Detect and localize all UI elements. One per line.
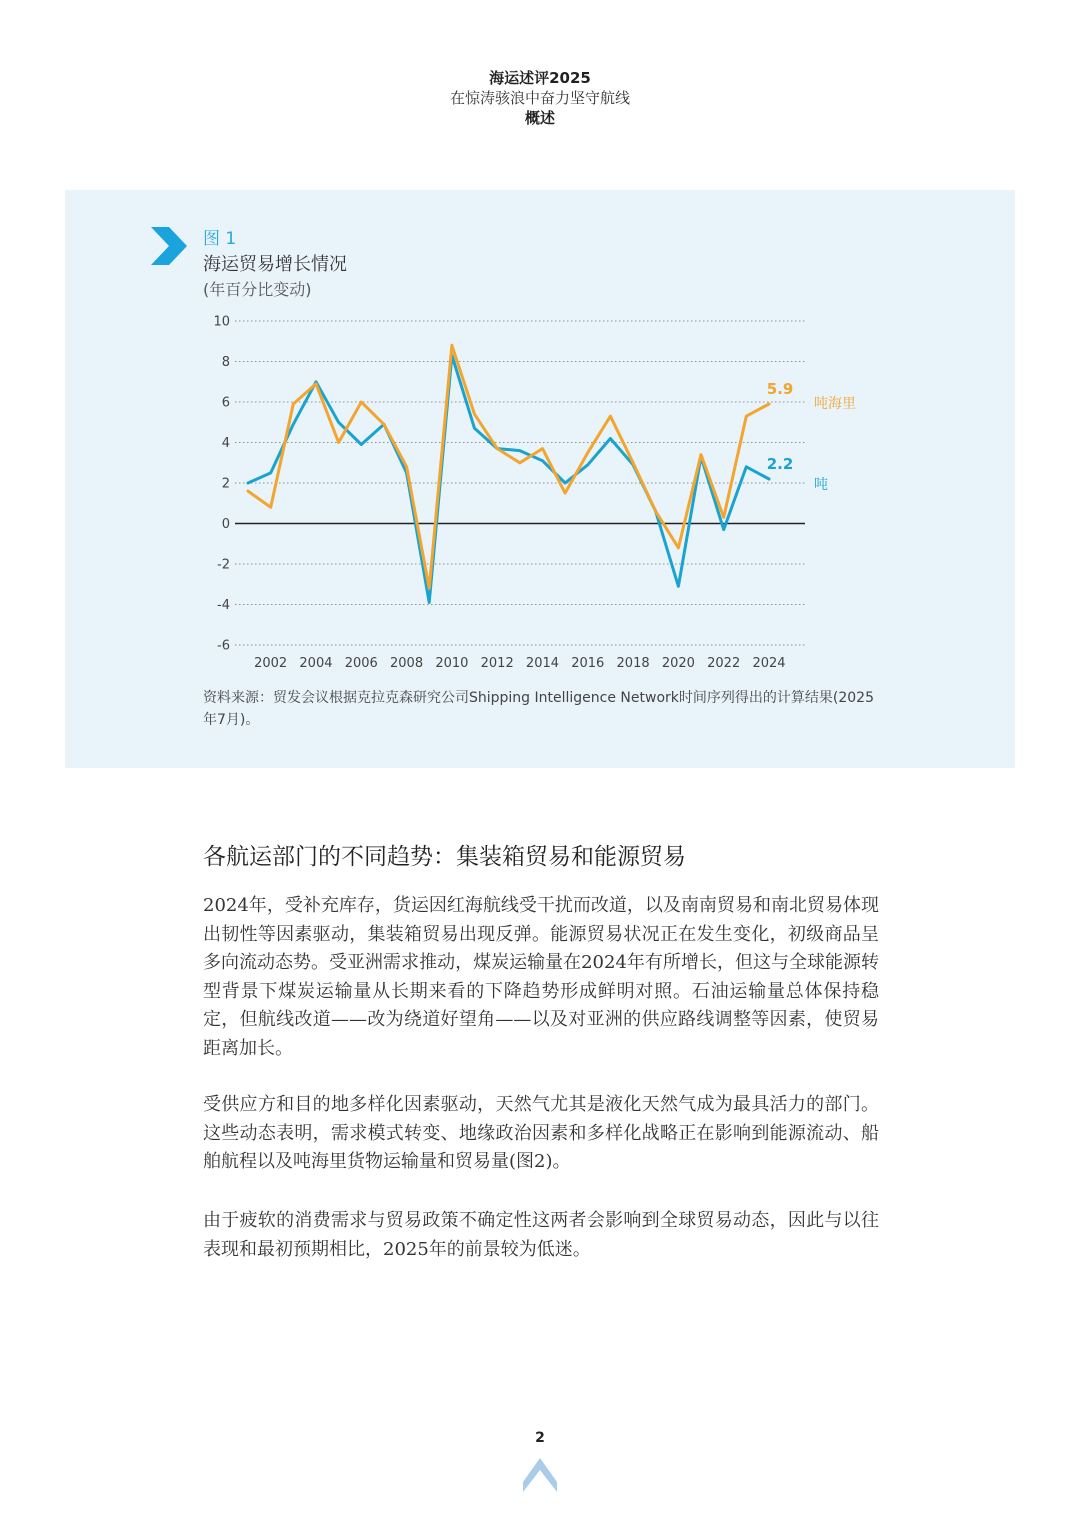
x-tick-label: 2010: [435, 656, 469, 671]
y-tick-label: 6: [221, 395, 230, 411]
figure-subtitle: (年百分比变动): [203, 280, 312, 299]
line-chart: [65, 190, 1015, 690]
y-tick-label: 10: [213, 314, 230, 330]
x-tick-label: 2016: [571, 656, 605, 671]
x-tick-label: 2004: [299, 656, 333, 671]
page-header: [0, 68, 1080, 128]
figure-label: 图 1: [203, 229, 237, 249]
x-tick-label: 2012: [480, 656, 514, 671]
x-tick-label: 2002: [254, 656, 288, 671]
section-title: 各航运部门的不同趋势：集装箱贸易和能源贸易: [203, 844, 686, 870]
section-name: 概述: [524, 109, 555, 127]
paragraph-2: 受供应方和目的地多样化因素驱动，天然气尤其是液化天然气成为最具活力的部门。这些动态表明，需求模式转变、地缘政治因素和多样化战略正在影响到能源流动、船舶航程以及吨海里货物运输量和贸易量(图2)。: [203, 1094, 879, 1172]
figure-source: 资料来源：贸发会议根据克拉克森研究公司Shipping Intelligence Network时间序列得出的计算结果(2025年7月)。: [203, 690, 874, 728]
report-title: 海运述评2025: [489, 69, 591, 87]
end-value-label: 5.9: [766, 380, 794, 399]
x-tick-label: 2022: [707, 656, 741, 671]
y-tick-label: -4: [217, 598, 230, 613]
series-name-label: 吨: [814, 477, 828, 493]
x-tick-label: 2018: [616, 656, 650, 671]
series-name-label: 吨海里: [814, 396, 856, 412]
paragraph-1: 2024年，受补充库存，货运因红海航线受干扰而改道，以及南南贸易和南北贸易体现出韧性等因素驱动，集装箱贸易出现反弹。能源贸易状况正在发生变化，初级商品呈多向流动态势。受亚洲需求推动，煤炭运输量在2024年有所增长，但这与全球能源转型背景下煤炭运输量从长期来看的下降趋势形成鲜明对照。石油运输量总体保持稳定，但航线改道——改为绕道好望角——以及对亚洲的供应路线调整等因素，使贸易距离加长。: [203, 895, 879, 1059]
figure-title: 海运贸易增长情况: [203, 254, 347, 275]
y-tick-label: -6: [217, 638, 230, 654]
chevron-up-icon[interactable]: [523, 1458, 557, 1492]
y-tick-label: 0: [221, 517, 230, 532]
report-subtitle: 在惊涛骇浪中奋力坚守航线: [449, 89, 630, 107]
y-tick-label: 8: [221, 355, 230, 370]
y-tick-label: 4: [221, 436, 230, 451]
end-value-label: 2.2: [766, 454, 794, 473]
page-number: 2: [535, 1430, 545, 1446]
x-tick-label: 2008: [390, 656, 424, 671]
x-tick-label: 2020: [661, 656, 695, 671]
series-line-tonmiles: [248, 345, 769, 588]
paragraph-3: 由于疲软的消费需求与贸易政策不确定性这两者会影响到全球贸易动态，因此与以往表现和最初预期相比，2025年的前景较为低迷。: [203, 1210, 879, 1260]
x-tick-label: 2014: [525, 656, 560, 671]
y-tick-label: 2: [221, 476, 230, 492]
x-tick-label: 2024: [752, 656, 786, 671]
x-tick-label: 2006: [344, 656, 378, 671]
figure-panel: [65, 190, 1015, 768]
series-line-tons: [248, 355, 769, 602]
y-tick-label: -2: [217, 557, 230, 573]
